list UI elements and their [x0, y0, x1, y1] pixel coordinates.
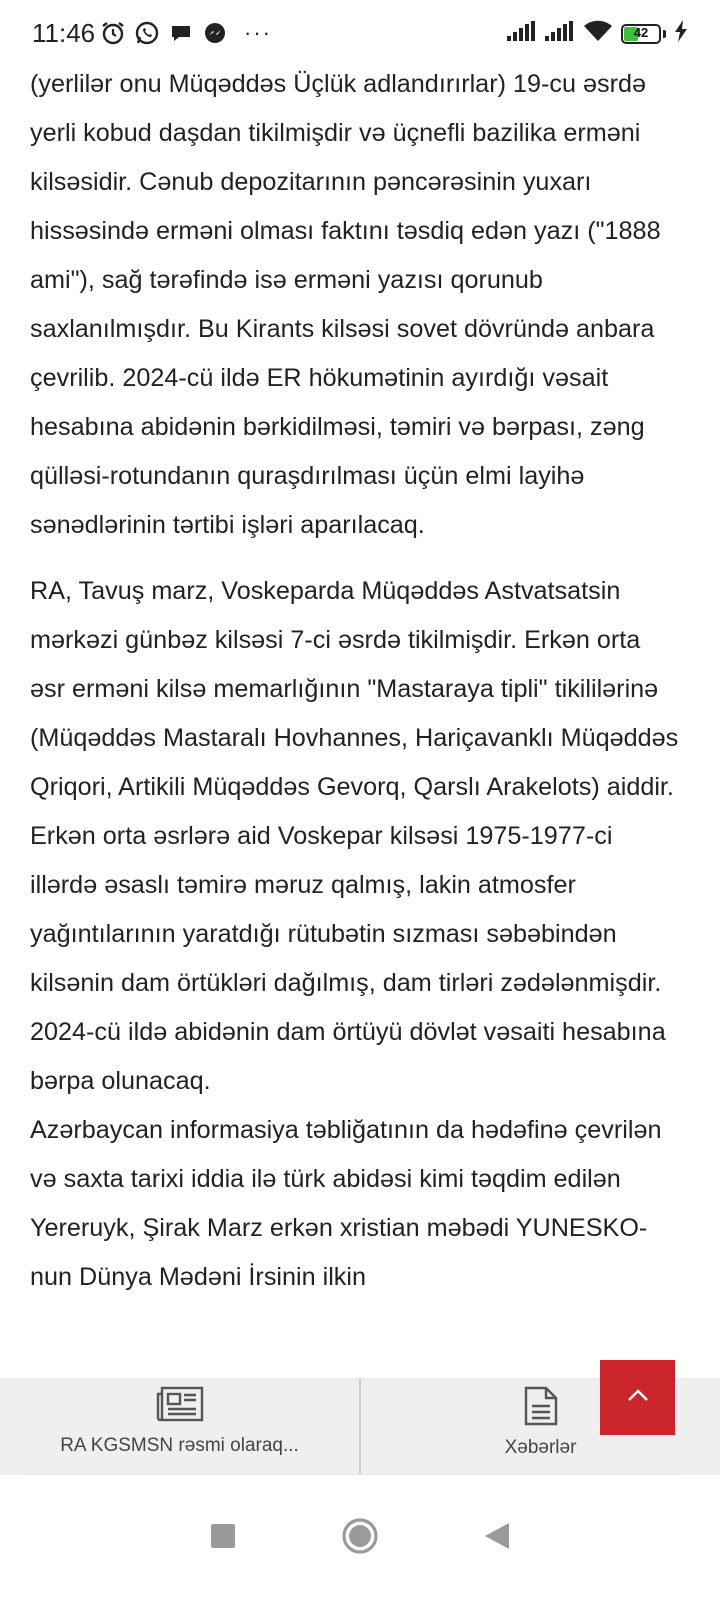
- chevron-up-icon: [627, 1388, 649, 1407]
- status-bar: [0, 0, 720, 68]
- system-navigation-bar: [0, 1476, 720, 1600]
- recents-button[interactable]: [210, 1523, 236, 1554]
- back-triangle-icon: [484, 1522, 510, 1555]
- back-button[interactable]: [484, 1522, 510, 1555]
- document-icon: [523, 1386, 559, 1431]
- home-circle-icon: [341, 1517, 379, 1560]
- nav-divider: [30, 1474, 680, 1475]
- nav-item-related-article[interactable]: [0, 1378, 359, 1475]
- system-status-icons: [507, 20, 688, 47]
- nav-item-label: RA KGSMSN rəsmi olaraq...: [60, 1435, 299, 1456]
- notification-icons: [100, 20, 272, 46]
- wifi-icon: [583, 20, 613, 47]
- chat-bubble-icon: [168, 20, 194, 46]
- whatsapp-icon: [134, 20, 160, 46]
- battery-cap: [663, 30, 666, 38]
- charging-icon: [674, 20, 688, 47]
- nav-item-label: Xəbərlər: [504, 1437, 577, 1458]
- signal-icon: [545, 21, 575, 46]
- status-time: 11:46: [32, 18, 96, 48]
- newspaper-icon: [156, 1386, 204, 1429]
- article-paragraph: Azərbaycan informasiya təbliğatının da hədəfinə çevrilən və saxta tarixi iddia ilə türk abidəsi kimi təqdim edilən Yereruyk, Şirak Marz erkən xristian məbədi YUNESKO-nun Dünya Mədəni İrsinin ilkin: [30, 1116, 662, 1291]
- more-notifications-indicator: ···: [244, 20, 272, 45]
- article-body: [30, 60, 680, 1302]
- home-button[interactable]: [341, 1517, 379, 1560]
- battery-icon: [621, 24, 661, 44]
- recents-square-icon: [210, 1523, 236, 1554]
- alarm-icon: [100, 20, 126, 46]
- article-paragraph: RA, Tavuş marz, Voskeparda Müqəddəs Astvatsatsin mərkəzi günbəz kilsəsi 7-ci əsrdə tikilmişdir. Erkən orta əsr erməni kilsə memarlığının "Mastaraya tipli" tikililərinə (Müqəddəs Mastaralı Hovhannes, Hariçavanklı Müqəddəs Qriqori, Artikili Müqəddəs Gevorq, Qarslı Arakelots) aiddir. Erkən orta əsrlərə aid Voskepar kilsəsi 1975-1977-ci illərdə əsaslı təmirə məruz qalmış, lakin atmosfer yağıntılarının yaratdığı rütubətin sızması səbəbindən kilsənin dam örtükləri dağılmış, dam tirləri zədələnmişdir. 2024-cü ildə abidənin dam örtüyü dövlət vəsaiti hesabına bərpa olunacaq.: [30, 577, 679, 1095]
- battery-level-text: 42: [633, 24, 649, 40]
- article-paragraph: (yerlilər onu Müqəddəs Üçlük adlandırırlar) 19-cu əsrdə yerli kobud daşdan tikilmişdir və üçnefli bazilika erməni kilsəsidir. Cənub depozitarının pəncərəsinin yuxarı hissəsində erməni olması faktını təsdiq edən yazı ("1888 ami"), sağ tərəfində isə erməni yazısı qorunub saxlanılmışdır. Bu Kirants kilsəsi sovet dövründə anbara çevrilib. 2024-cü ildə ER hökumətinin ayırdığı vəsait hesabına abidənin bərkidilməsi, təmiri və bərpası, zəng qülləsi-rotundanın quraşdırılması üçün elmi layihə sənədlərinin tərtibi işləri aparılacaq.: [30, 70, 661, 539]
- messenger-icon: [202, 20, 228, 46]
- scroll-to-top-button[interactable]: [600, 1360, 675, 1435]
- signal-icon: [507, 21, 537, 46]
